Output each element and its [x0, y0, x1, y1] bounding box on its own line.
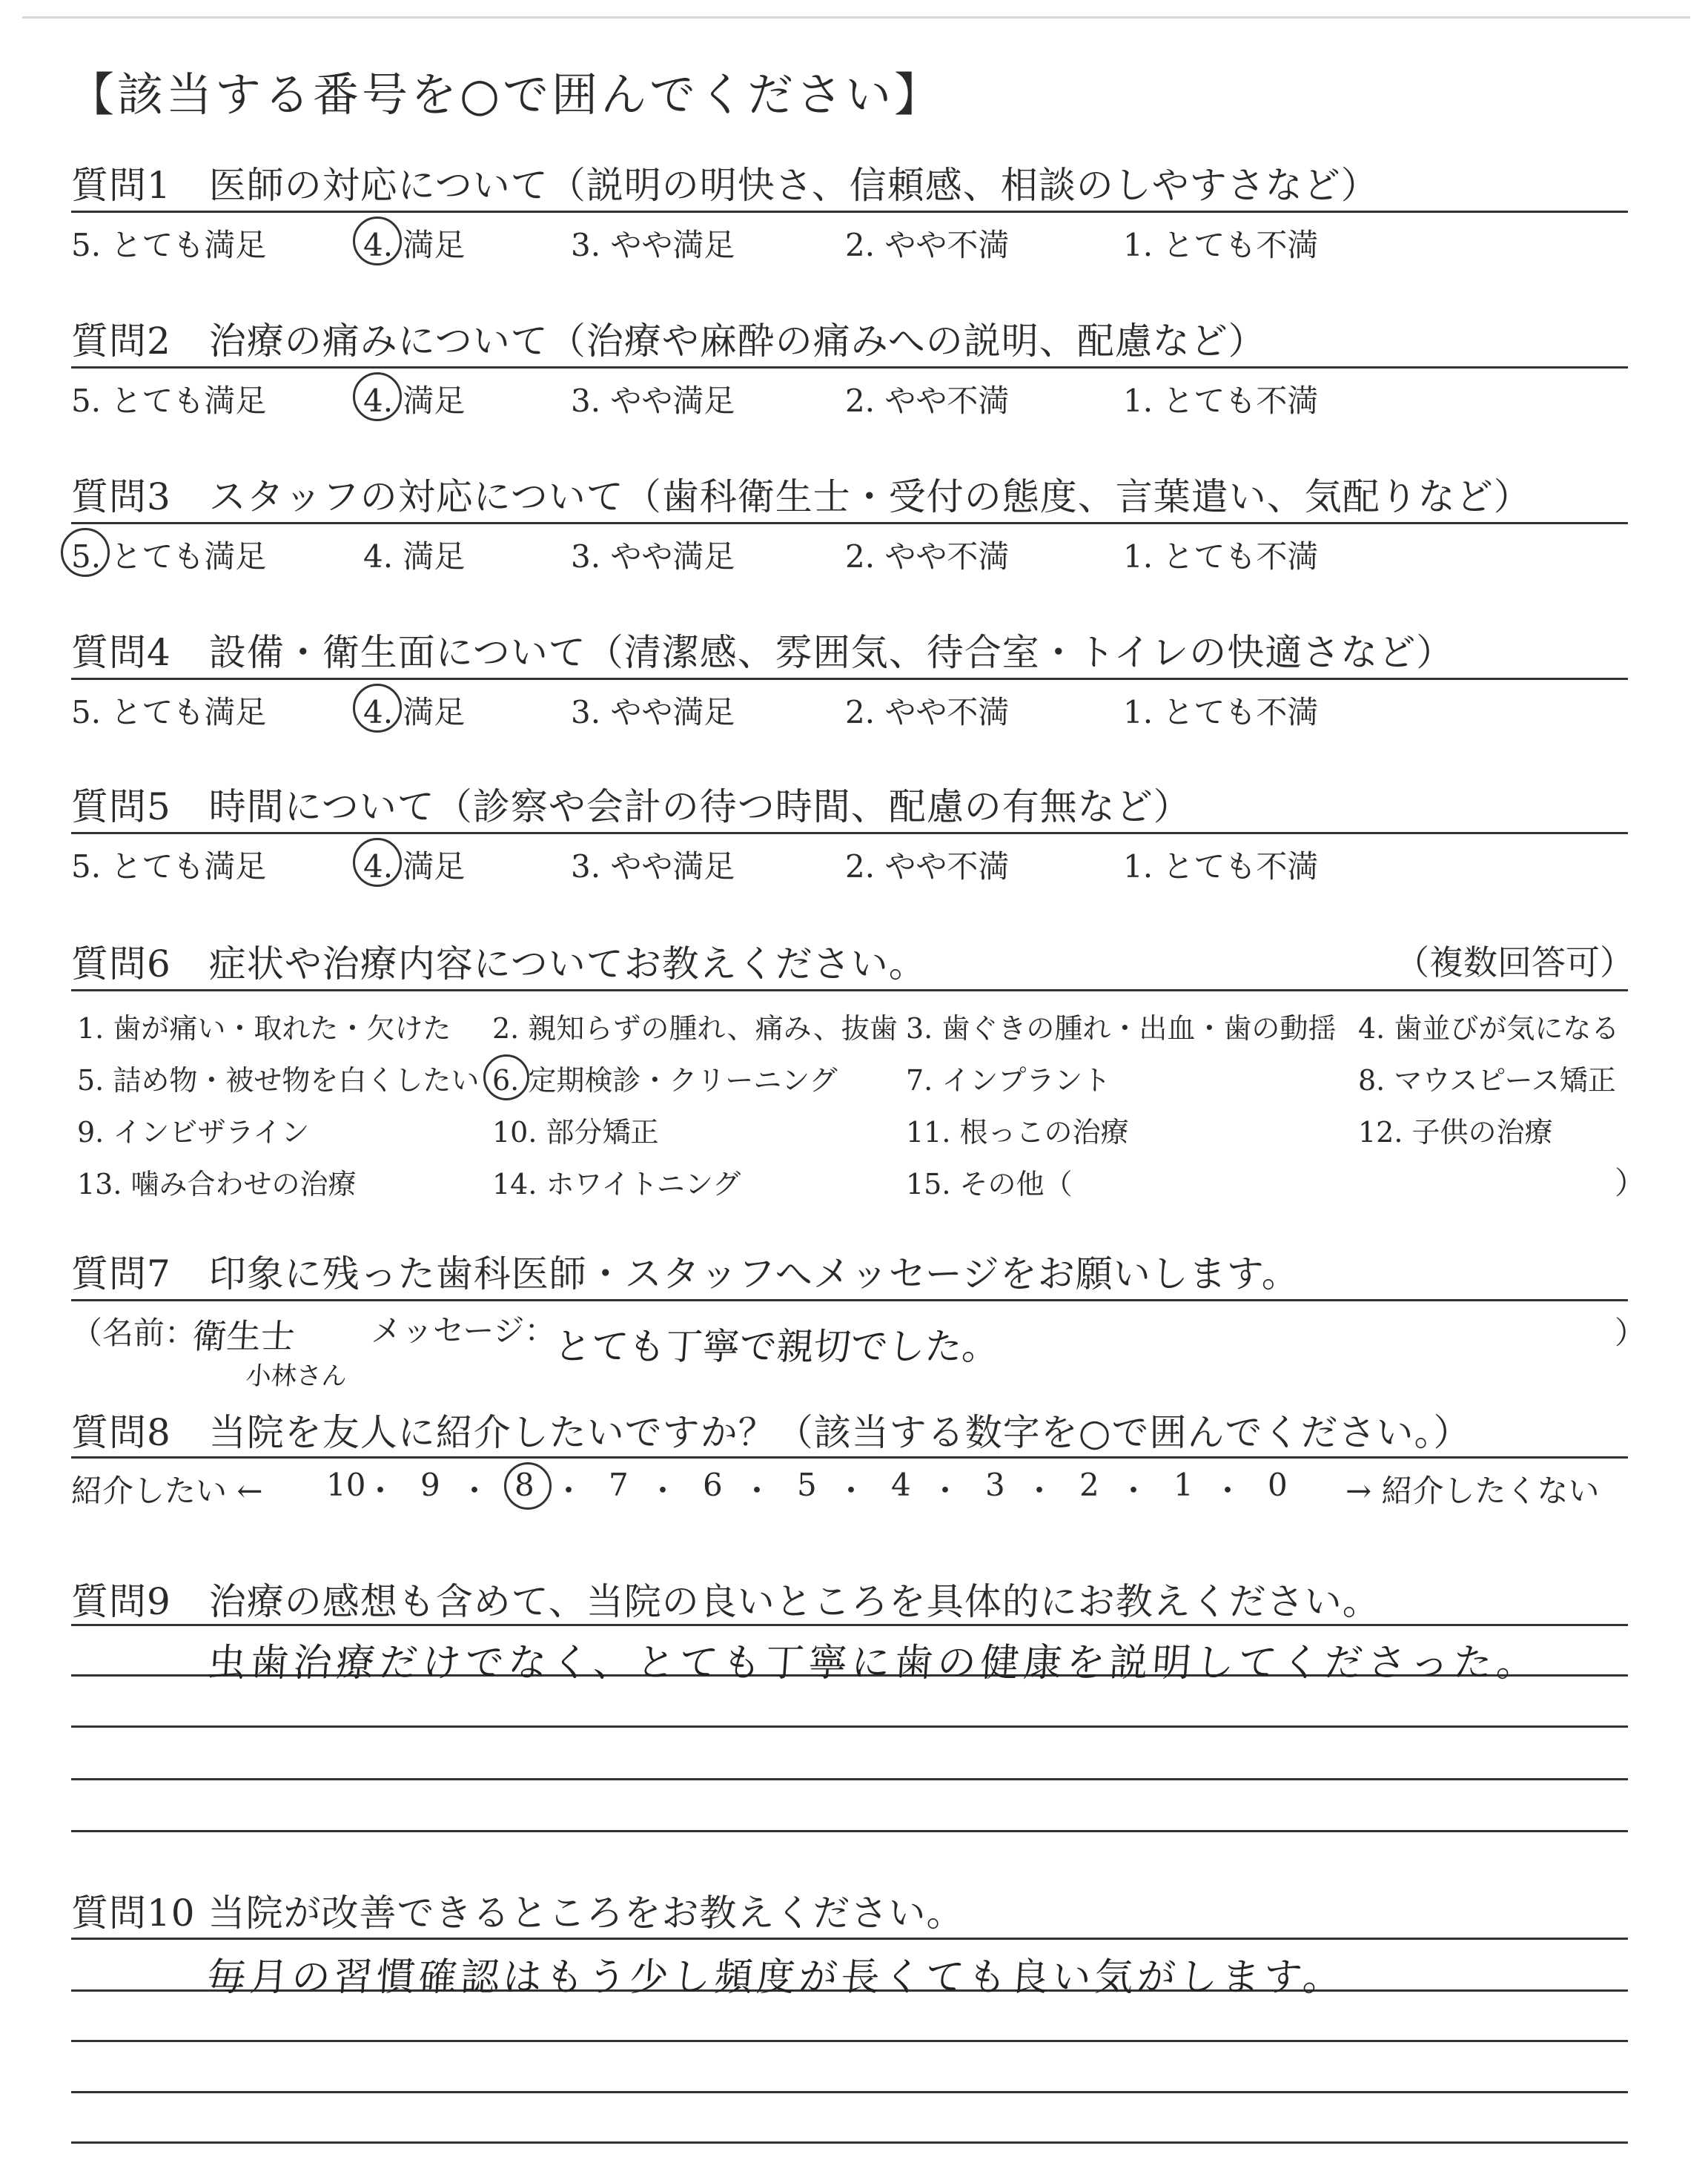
q6-close-paren: ）: [1615, 1165, 1646, 1201]
q9-title: 質問9 治療の感想も含めて、当院の良いところを具体的にお教えください。: [71, 1580, 1380, 1623]
q8-separator: ・: [647, 1473, 679, 1509]
q8-scale-9[interactable]: 9: [420, 1467, 440, 1503]
q7-name-label: （名前：: [71, 1315, 196, 1351]
q6-multiple-note: （複数回答可）: [1395, 942, 1634, 982]
q5-rule: [71, 832, 1628, 834]
q8-left-label: 紹介したい ←: [71, 1473, 263, 1509]
q8-separator: ・: [459, 1473, 491, 1509]
q6-option-8[interactable]: 8. マウスピース矯正: [1358, 1064, 1616, 1097]
q8-scale-6[interactable]: 6: [703, 1467, 723, 1503]
q8-scale-1[interactable]: 1: [1174, 1467, 1194, 1503]
q4-option-1[interactable]: 1. とても不満: [1123, 694, 1319, 730]
q8-scale-5[interactable]: 5: [797, 1467, 817, 1503]
q1-option-2[interactable]: 2. やや不満: [845, 227, 1010, 263]
q3-option-3[interactable]: 3. やや満足: [571, 538, 735, 575]
q6-selected-circle: [483, 1054, 529, 1100]
q5-title: 質問5 時間について（診察や会計の待つ時間、配慮の有無など）: [71, 785, 1191, 828]
q1-option-1[interactable]: 1. とても不満: [1123, 227, 1319, 263]
q8-separator: ・: [1212, 1473, 1244, 1509]
q6-option-2[interactable]: 2. 親知らずの腫れ、痛み、抜歯: [492, 1012, 898, 1045]
q5-selected-circle: [353, 838, 402, 887]
q4-title: 質問4 設備・衛生面について（清潔感、雰囲気、待合室・トイレの快適さなど）: [71, 631, 1454, 674]
q1-option-4[interactable]: 4. 満足: [363, 227, 466, 263]
q8-selected-circle: [504, 1462, 552, 1510]
q10-rule-3: [71, 2091, 1628, 2093]
q10-rule-0: [71, 1938, 1628, 1940]
q8-scale-4[interactable]: 4: [891, 1467, 911, 1503]
q6-option-13[interactable]: 13. 噛み合わせの治療: [77, 1168, 357, 1200]
q5-option-1[interactable]: 1. とても不満: [1123, 848, 1319, 885]
q5-option-5[interactable]: 5. とても満足: [71, 848, 267, 885]
q3-option-1[interactable]: 1. とても不満: [1123, 538, 1319, 575]
q4-option-4[interactable]: 4. 満足: [363, 694, 466, 730]
q8-scale-0[interactable]: 0: [1268, 1467, 1288, 1503]
q9-rule-0: [71, 1624, 1628, 1626]
instruction-heading: 【該当する番号を○で囲んでください】: [68, 67, 944, 122]
q7-message-label: メッセージ：: [371, 1312, 556, 1349]
q4-option-5[interactable]: 5. とても満足: [71, 694, 267, 730]
q8-separator: ・: [835, 1473, 867, 1509]
q1-title: 質問1 医師の対応について（説明の明快さ、信頼感、相談のしやすさなど）: [71, 164, 1379, 207]
q6-option-4[interactable]: 4. 歯並びが気になる: [1358, 1012, 1620, 1045]
q6-option-7[interactable]: 7. インプラント: [906, 1064, 1111, 1097]
q7-message-handwritten: とても丁寧で親切でした。: [552, 1325, 1001, 1368]
q8-separator: ・: [1024, 1473, 1056, 1509]
q6-option-10[interactable]: 10. 部分矯正: [492, 1116, 659, 1149]
q8-separator: ・: [930, 1473, 961, 1509]
q3-rule: [71, 522, 1628, 524]
q6-option-6[interactable]: 6. 定期検診・クリーニング: [492, 1064, 838, 1097]
q3-title: 質問3 スタッフの対応について（歯科衛生士・受付の態度、言葉遣い、気配りなど）: [71, 475, 1532, 518]
q8-scale-8[interactable]: 8: [514, 1467, 534, 1503]
q6-option-1[interactable]: 1. 歯が痛い・取れた・欠けた: [77, 1012, 451, 1045]
q3-option-4[interactable]: 4. 満足: [363, 538, 466, 575]
q6-option-11[interactable]: 11. 根っこの治療: [906, 1116, 1129, 1149]
q1-option-5[interactable]: 5. とても満足: [71, 227, 267, 263]
q8-scale-3[interactable]: 3: [985, 1467, 1005, 1503]
q2-option-3[interactable]: 3. やや満足: [571, 383, 735, 419]
q7-title: 質問7 印象に残った歯科医師・スタッフへメッセージをお願いします。: [71, 1252, 1300, 1295]
q6-option-12[interactable]: 12. 子供の治療: [1358, 1116, 1553, 1149]
q6-option-15[interactable]: 15. その他（: [906, 1168, 1073, 1200]
q4-rule: [71, 678, 1628, 680]
q8-scale-2[interactable]: 2: [1079, 1467, 1099, 1503]
q2-option-5[interactable]: 5. とても満足: [71, 383, 267, 419]
q9-rule-4: [71, 1830, 1628, 1832]
q3-selected-circle: [61, 528, 110, 577]
q10-answer-handwritten: 毎月の習慣確認はもう少し頻度が長くても良い気がします。: [205, 1955, 1347, 2000]
q10-rule-4: [71, 2141, 1628, 2144]
q1-rule: [71, 211, 1628, 213]
q7-close-paren: ）: [1615, 1315, 1646, 1351]
q7-rule: [71, 1299, 1628, 1301]
q2-option-4[interactable]: 4. 満足: [363, 383, 466, 419]
q2-option-1[interactable]: 1. とても不満: [1123, 383, 1319, 419]
q9-rule-3: [71, 1778, 1628, 1780]
q8-title: 質問8 当院を友人に紹介したいですか？（該当する数字を○で囲んでください。）: [71, 1411, 1472, 1454]
q4-option-3[interactable]: 3. やや満足: [571, 694, 735, 730]
q1-selected-circle: [353, 217, 402, 265]
q2-selected-circle: [353, 372, 402, 421]
q8-rule: [71, 1456, 1628, 1459]
q4-option-2[interactable]: 2. やや不満: [845, 694, 1010, 730]
q6-option-14[interactable]: 14. ホワイトニング: [492, 1168, 741, 1200]
q9-rule-2: [71, 1725, 1628, 1728]
q7-name-handwritten: 衛生士: [191, 1316, 297, 1356]
q3-option-5[interactable]: 5. とても満足: [71, 538, 267, 575]
top-border: [22, 16, 1690, 19]
q2-option-2[interactable]: 2. やや不満: [845, 383, 1010, 419]
q6-option-9[interactable]: 9. インビザライン: [77, 1116, 310, 1149]
q6-rule: [71, 989, 1628, 991]
q8-separator: ・: [1118, 1473, 1150, 1509]
q1-option-3[interactable]: 3. やや満足: [571, 227, 735, 263]
q7-name-handwritten-2: 小林さん: [245, 1361, 348, 1391]
q6-option-3[interactable]: 3. 歯ぐきの腫れ・出血・歯の動揺: [906, 1012, 1337, 1045]
q2-title: 質問2 治療の痛みについて（治療や麻酔の痛みへの説明、配慮など）: [71, 320, 1266, 363]
q2-rule: [71, 366, 1628, 369]
q8-scale-10[interactable]: 10: [326, 1467, 366, 1503]
q6-title: 質問6 症状や治療内容についてお教えください。: [71, 942, 927, 985]
q8-separator: ・: [553, 1473, 585, 1509]
q8-scale-7[interactable]: 7: [609, 1467, 629, 1503]
q5-option-4[interactable]: 4. 満足: [363, 848, 466, 885]
q8-separator: ・: [365, 1473, 397, 1509]
q8-right-label: → 紹介したくない: [1345, 1473, 1600, 1509]
q10-title: 質問10 当院が改善できるところをお教えください。: [71, 1892, 964, 1935]
q9-answer-handwritten: 虫歯治療だけでなく、とても丁寧に歯の健康を説明してくださった。: [205, 1641, 1541, 1685]
q8-separator: ・: [741, 1473, 773, 1509]
q10-rule-2: [71, 2040, 1628, 2042]
q5-option-2[interactable]: 2. やや不満: [845, 848, 1010, 885]
q6-option-5[interactable]: 5. 詰め物・被せ物を白くしたい: [77, 1064, 480, 1097]
q3-option-2[interactable]: 2. やや不満: [845, 538, 1010, 575]
q5-option-3[interactable]: 3. やや満足: [571, 848, 735, 885]
q4-selected-circle: [353, 684, 402, 733]
